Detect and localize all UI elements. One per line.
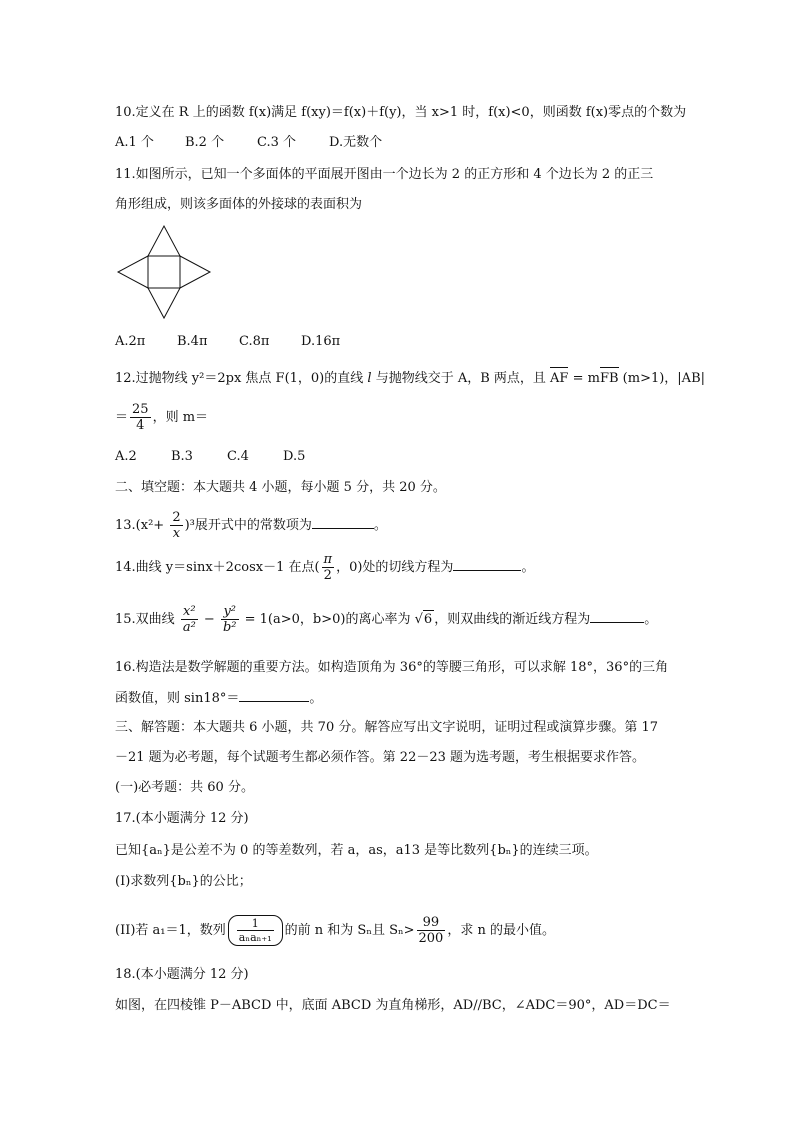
q12-option-a: A.2	[115, 449, 137, 464]
sqrt-icon: √	[414, 612, 423, 627]
q12-option-b: B.3	[171, 449, 193, 464]
q12-line1	[115, 370, 705, 388]
q14-answer-blank	[453, 558, 521, 571]
q16-line1: 16.构造法是数学解题的重要方法。如构造顶角为 36°的等腰三角形，可以求解 18°，36°的三角	[115, 660, 669, 675]
q12-option-d: D.5	[283, 449, 306, 464]
q13-line	[115, 510, 387, 541]
q12-eq-m: = m	[568, 371, 600, 386]
vector-fb: FB	[599, 371, 619, 386]
q11-options	[115, 333, 340, 351]
q17-p2-pre: (II)若 a₁＝1，数列	[115, 923, 226, 938]
q12-tail: ，则 m＝	[152, 410, 209, 425]
q11-option-d: D.16π	[301, 334, 341, 349]
q11-line2: 角形组成，则该多面体的外接球的表面积为	[115, 197, 363, 212]
q17-p2-mid: 的前 n 和为 Sₙ且 Sₙ>	[284, 923, 415, 938]
q10-option-c: C.3 个	[257, 135, 297, 150]
q13-end: 。	[373, 518, 387, 533]
net-triangle-bottom	[148, 288, 180, 318]
q17-line1: 已知{aₙ}是公差不为 0 的等差数列，若 a，as，a13 是等比数列{bₙ}的连续三项。	[115, 843, 598, 858]
required-heading: (一)必考题：共 60 分。	[115, 780, 254, 795]
q15-pre: 15.双曲线	[115, 612, 179, 627]
q12-line2	[115, 402, 208, 433]
q12-mid: 与抛物线交于 A，B 两点，且	[371, 371, 551, 386]
q10-options	[115, 134, 382, 152]
q11-line1: 11.如图所示，已知一个多面体的平面展开图由一个边长为 2 的正方形和 4 个边长为 2 的正三	[115, 167, 654, 182]
q10-text: 10.定义在 R 上的函数 f(x)满足 f(xy)＝f(x)＋f(y)，当 x>1 时，f(x)<0，则函数 f(x)零点的个数为	[115, 105, 687, 120]
q15-line	[115, 604, 657, 635]
fraction-25-4: $\frac{25}{4}$	[132, 402, 149, 433]
fraction-2-x: $\frac{2}{x}$	[172, 510, 181, 541]
q12-pre: 12.过抛物线 y²＝2px 焦点 F(1，0)的直线	[115, 371, 368, 386]
fraction-x2-a2: $\frac{\text{x²}}{\text{a²}}$	[182, 604, 196, 635]
q11-option-c: C.8π	[239, 334, 270, 349]
q10-option-b: B.2 个	[185, 135, 225, 150]
vector-af: AF	[550, 371, 569, 386]
q15-mid: = 1(a>0，b>0)的离心率为	[240, 612, 415, 627]
q11-option-b: B.4π	[177, 334, 208, 349]
q16-line2	[115, 689, 322, 708]
q10-option-a: A.1 个	[115, 135, 154, 150]
q17-heading: 17.(本小题满分 12 分)	[115, 811, 249, 826]
q16-answer-blank	[239, 689, 309, 702]
q16-end: 。	[309, 691, 323, 706]
q12-post: (m>1)，|AB|	[618, 371, 705, 386]
q14-end: 。	[521, 560, 535, 575]
net-figure	[116, 222, 216, 328]
polyhedron-net-diagram	[116, 222, 216, 324]
q15-end: 。	[644, 612, 658, 627]
q13-answer-blank	[312, 516, 374, 529]
q11-option-a: A.2π	[115, 334, 146, 349]
q17-p2-post: ，求 n 的最小值。	[447, 923, 555, 938]
q14-post: ，0)处的切线方程为	[336, 560, 454, 575]
q12-option-c: C.4	[227, 449, 249, 464]
q16-text: 函数值，则 sin18°＝	[115, 691, 240, 706]
q13-post: )³展开式中的常数项为	[184, 518, 312, 533]
fraction-1-anan1: $\frac{1}{\text{aₙaₙ₊₁}}$	[238, 917, 272, 944]
section-3-line2: －21 题为必考题，每个试题考生都必须作答。第 22－23 题为选考题，考生根据要求作答。	[115, 750, 646, 765]
q17-part1: (I)求数列{bₙ}的公比；	[115, 874, 252, 889]
q14-line	[115, 552, 534, 583]
q13-pre: 13.(x²+	[115, 518, 169, 533]
net-square	[148, 256, 180, 288]
fraction-99-200: $\frac{99}{200}$	[418, 915, 444, 946]
fraction-y2-b2: $\frac{\text{y²}}{\text{b²}}$	[222, 604, 237, 635]
q12-options	[115, 448, 305, 466]
q18-line1: 如图，在四棱锥 P－ABCD 中，底面 ABCD 为直角梯形，AD//BC，∠ADC＝90°，AD＝DC＝	[115, 998, 671, 1013]
q12-eq: ＝	[115, 410, 129, 425]
q12-line-l: l	[367, 371, 372, 386]
q17-part2	[115, 915, 555, 946]
section-3-line1: 三、解答题：本大题共 6 小题，共 70 分。解答应写出文字说明，证明过程或演算步骤。第 17	[115, 720, 659, 735]
net-triangle-right	[180, 256, 210, 288]
net-triangle-top	[148, 226, 180, 256]
section-2-heading: 二、填空题：本大题共 4 小题，每小题 5 分，共 20 分。	[115, 480, 446, 495]
q15-post: ，则双曲线的渐近线方程为	[434, 612, 591, 627]
fraction-pi-2: $\frac{\pi}{2}$	[323, 552, 333, 583]
q15-radicand: 6	[423, 612, 433, 627]
q10-option-d: D.无数个	[329, 135, 383, 150]
q18-heading: 18.(本小题满分 12 分)	[115, 967, 249, 982]
sequence-brace	[228, 915, 283, 946]
q15-minus: −	[199, 612, 219, 627]
net-triangle-left	[118, 256, 148, 288]
q15-answer-blank	[590, 610, 644, 623]
q14-pre: 14.曲线 y＝sinx＋2cosx－1 在点(	[115, 560, 320, 575]
